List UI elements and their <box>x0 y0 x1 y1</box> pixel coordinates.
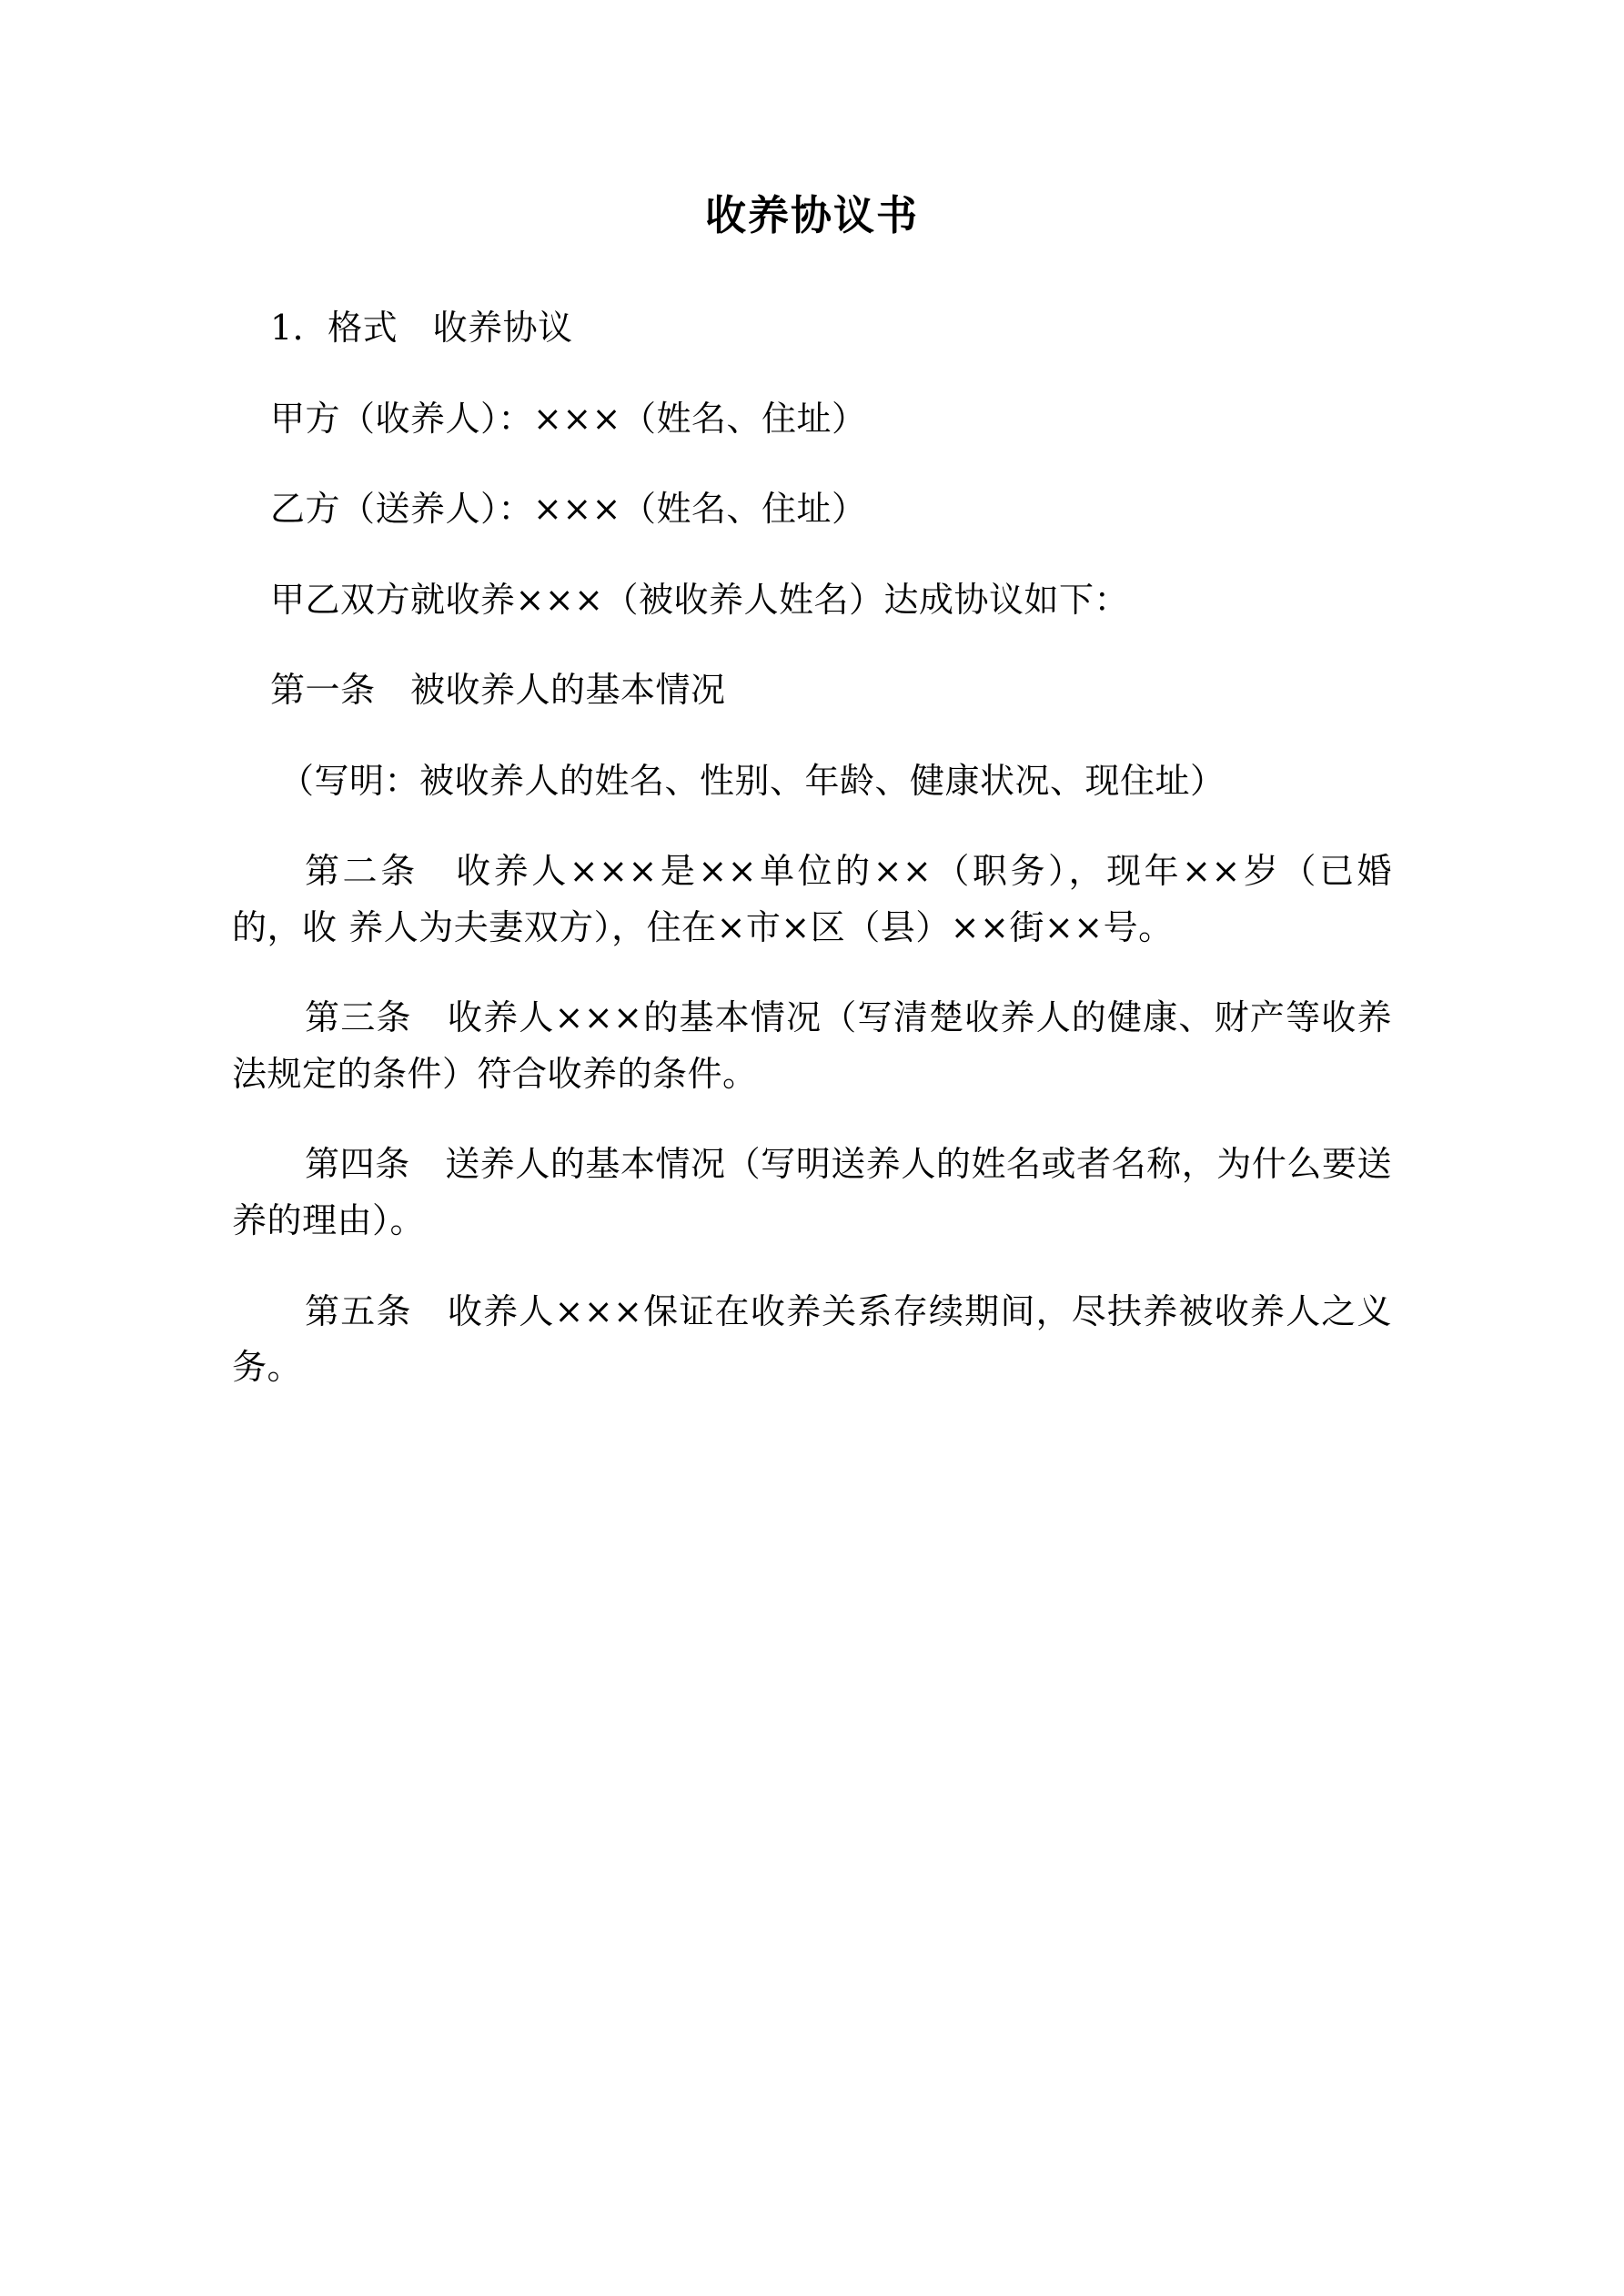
paragraph-party-b: 乙方（送养人）：×××（姓名、住址） <box>270 489 867 530</box>
paragraph-article-4: 第四条 送养人的基本情况（写明送养人的姓名或者名称，为什么要送养的理由）。 <box>232 1144 1392 1241</box>
paragraph-article-2: 第二条 收养人×××是××单位的××（职务），现年××岁（已婚的，收 养人为夫妻双方），住在×市×区（县）××街××号。 <box>232 851 1392 947</box>
paragraph-format-line: 1．格式 收养协议 <box>270 308 573 348</box>
paragraph-party-a: 甲方（收养人）：×××（姓名、住址） <box>270 398 867 439</box>
page-title: 收养协议书 <box>704 191 919 239</box>
paragraph-article-3: 第三条 收养人×××的基本情况（写清楚收养人的健康、财产等收养法规定的条件）符合收养的条件。 <box>232 997 1392 1094</box>
paragraph-agreement-intro: 甲乙双方就收养×××（被收养人姓名）达成协议如下： <box>270 579 1130 620</box>
paragraph-article-1-heading: 第一条 被收养人的基本情况 <box>270 670 726 711</box>
paragraph-article-1-body: （写明：被收养人的姓名、性别、年龄、健康状况、现住址） <box>279 760 1226 801</box>
paragraph-article-5: 第五条 收养人×××保证在收养关系存续期间，尽扶养被收养人之义务。 <box>232 1290 1392 1388</box>
